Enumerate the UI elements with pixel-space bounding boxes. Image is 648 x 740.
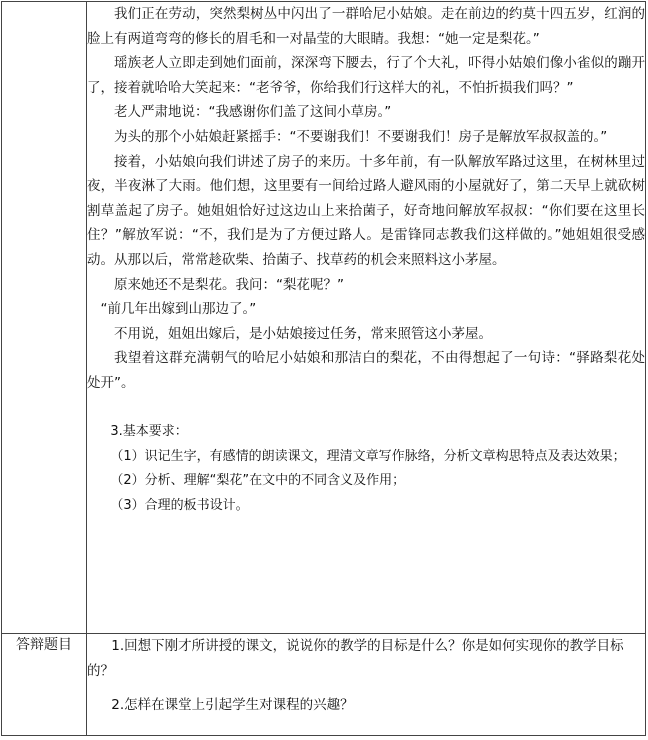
requirement-item: （1）识记生字，有感情的朗读课文，理清文章写作脉络，分析文章构思特点及表达效果； xyxy=(110,448,626,464)
requirement-item: （2）分析、理解“梨花”在文中的不同含义及作用； xyxy=(110,473,406,489)
requirements-title: 3.基本要求： xyxy=(110,424,188,440)
defense-question: 1.回想下刚才所讲授的课文，说说你的教学的目标是什么？你是如何实现你的教学目标的？ xyxy=(87,638,624,679)
requirement-item: （3）合理的板书设计。 xyxy=(110,497,249,513)
defense-label: 答辩题目 xyxy=(2,634,87,736)
story-paragraph: 瑶族老人立即走到她们面前，深深弯下腰去，行了个大礼，吓得小姑娘们像小雀似的蹦开了，接着就哈哈大笑起来：“老爷爷，你给我们行这样大的礼，不怕折损我们吗？” xyxy=(87,55,645,96)
defense-row xyxy=(2,634,646,736)
story-paragraph: “前几年出嫁到山那边了。” xyxy=(100,301,257,318)
story-paragraph: 原来她还不是梨花。我问：“梨花呢？” xyxy=(114,276,344,293)
story-cell xyxy=(87,2,646,634)
story-paragraph: 为头的那个小姑娘赶紧摇手：“不要谢我们！不要谢我们！房子是解放军叔叔盖的。” xyxy=(114,128,608,145)
story-paragraph: 我们正在劳动，突然梨树丛中闪出了一群哈尼小姑娘。走在前边的约莫十四五岁，红润的脸上有两道弯弯的修长的眉毛和一对晶莹的大眼睛。我想：“她一定是梨花。” xyxy=(87,6,645,47)
story-paragraph: 接着，小姑娘向我们讲述了房子的来历。十多年前，有一队解放军路过这里，在树林里过夜，半夜淋了大雨。他们想，这里要有一间给过路人避风雨的小屋就好了，第二天早上就砍树割草盖起了房子。她姐姐恰好过这边山上来拾菌子，好奇地问解放军叔叔：“你们要在这里长住？”解放军说：“不，我们是为了方便过路人。是雷锋同志教我们这样做的。”她姐姐很受感动。从那以后，常常趁砍柴、拾菌子、找草药的机会来照料这小茅屋。 xyxy=(87,153,645,268)
defense-questions-cell xyxy=(87,634,646,736)
spacer xyxy=(87,396,645,421)
empty-label-cell xyxy=(2,2,87,634)
defense-question: 2.怎样在课堂上引起学生对课程的兴趣？ xyxy=(111,697,354,714)
story-paragraph: 不用说，姐姐出嫁后，是小姑娘接过任务，常来照管这小茅屋。 xyxy=(114,325,492,342)
exam-table xyxy=(1,1,646,736)
story-row xyxy=(2,2,646,634)
story-paragraph: 我望着这群充满朝气的哈尼小姑娘和那洁白的梨花，不由得想起了一句诗：“驿路梨花处处开”。 xyxy=(87,350,645,391)
story-paragraph: 老人严肃地说：“我感谢你们盖了这间小草房。” xyxy=(114,104,392,121)
